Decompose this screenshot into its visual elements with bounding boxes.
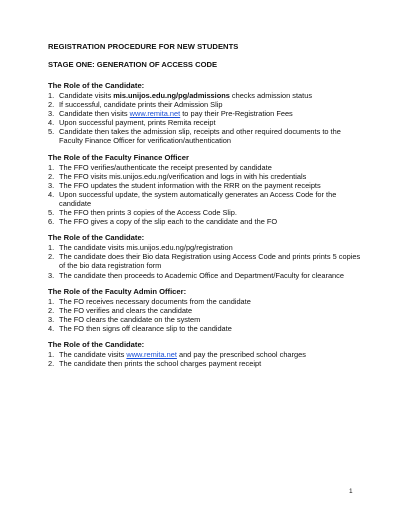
section-4: [48, 287, 363, 333]
item-text: The FO clears the candidate on the system: [59, 314, 201, 324]
stage-title: STAGE ONE: GENERATION OF ACCESS CODE: [48, 60, 218, 69]
list-item: [48, 217, 363, 226]
section-title: The Role of the Faculty Admin Officer:: [48, 286, 187, 296]
section-title: The Role of the Candidate:: [48, 233, 145, 243]
list-number: 5.: [48, 127, 55, 137]
section-title: The Role of the Candidate:: [48, 81, 145, 90]
item-text-after: checks admission status: [229, 91, 313, 100]
list-item: [48, 100, 363, 109]
list-item: [48, 163, 363, 172]
document-content: [48, 42, 363, 375]
list-number: 1.: [48, 91, 55, 100]
item-text: The candidate then proceeds to Academic Office and Department/Faculty for clearance: [59, 270, 344, 280]
item-text: The candidate visits mis.unijos.edu.ng/pg/registration: [59, 243, 233, 253]
list-number: 4.: [48, 118, 55, 128]
item-text: The candidate does their Bio data Registration using Access Code and prints prints 5 copies of the bio data registration form: [59, 252, 361, 271]
list-number: 4.: [48, 189, 55, 199]
item-text: The FFO gives a copy of the slip each to the candidate and the FO: [59, 217, 278, 227]
list-number: 2.: [48, 359, 55, 369]
list-item: [48, 190, 363, 208]
list-item: [48, 271, 363, 280]
page-number: 1: [349, 488, 353, 495]
list-item: [48, 243, 363, 252]
item-text: The FO receives necessary documents from the candidate: [59, 296, 251, 306]
item-strong-url: mis.unijos.edu.ng/pg/admissions: [113, 91, 230, 100]
list-number: 2.: [48, 252, 55, 262]
list-item: [48, 252, 363, 270]
numbered-list: [48, 297, 363, 333]
list-item: [48, 118, 363, 127]
list-number: 3.: [48, 109, 55, 119]
section-5: [48, 340, 363, 368]
item-text-after: to pay their Pre-Registration Fees: [180, 109, 293, 119]
list-item: [48, 181, 363, 190]
item-text: The candidate visits: [59, 349, 127, 359]
list-number: 2.: [48, 100, 55, 110]
list-number: 3.: [48, 180, 55, 190]
item-text: If successful, candidate prints their Admission Slip: [59, 100, 223, 110]
item-text: Candidate visits: [59, 91, 114, 100]
numbered-list: [48, 91, 363, 146]
list-item: [48, 172, 363, 181]
item-text: The FO then signs off clearance slip to the candidate: [59, 323, 232, 333]
list-number: 2.: [48, 171, 55, 181]
list-item: [48, 127, 363, 145]
item-text: Candidate then visits: [59, 109, 130, 119]
list-item: [48, 109, 363, 118]
list-number: 2.: [48, 305, 55, 315]
section-title: The Role of the Candidate:: [48, 339, 145, 349]
list-item: [48, 297, 363, 306]
list-item: [48, 359, 363, 368]
numbered-list: [48, 350, 363, 368]
list-number: 3.: [48, 314, 55, 324]
list-number: 4.: [48, 323, 55, 333]
item-text: The FFO updates the student information with the RRR on the payment receipts: [59, 180, 321, 190]
item-text: The FFO verifies/authenticate the receipt presented by candidate: [59, 162, 272, 172]
list-item: [48, 91, 363, 100]
list-number: 1.: [48, 349, 55, 359]
item-text: The FO verifies and clears the candidate: [59, 305, 193, 315]
list-number: 1.: [48, 162, 55, 172]
list-item: [48, 315, 363, 324]
numbered-list: [48, 163, 363, 227]
item-text: The FFO then prints 3 copies of the Access Code Slip.: [59, 208, 237, 218]
item-text: Upon successful payment, prints Remita receipt: [59, 118, 216, 128]
item-text: Upon successful update, the system automatically generates an Access Code for the candidate: [59, 189, 337, 208]
section-title: The Role of the Faculty Finance Officer: [48, 152, 189, 162]
item-text: The candidate then prints the school charges payment receipt: [59, 359, 262, 369]
list-item: [48, 324, 363, 333]
numbered-list: [48, 243, 363, 279]
section-2: [48, 153, 363, 227]
sections-container: [48, 81, 363, 368]
item-text: The FFO visits mis.unijos.edu.ng/verification and logs in with his credentials: [59, 171, 307, 181]
list-number: 3.: [48, 270, 55, 280]
remita-link[interactable]: www.remita.net: [129, 109, 181, 119]
section-1: [48, 81, 363, 146]
document-title: REGISTRATION PROCEDURE FOR NEW STUDENTS: [48, 42, 239, 51]
list-number: 1.: [48, 296, 55, 306]
list-item: [48, 350, 363, 359]
item-text-after: and pay the prescribed school charges: [176, 349, 306, 359]
remita-link[interactable]: www.remita.net: [126, 349, 177, 359]
list-number: 1.: [48, 243, 55, 253]
list-number: 5.: [48, 208, 55, 218]
item-text: Candidate then takes the admission slip, receipts and other required documents to the Faculty Finance Officer for verification/authentication: [59, 127, 341, 146]
section-3: [48, 233, 363, 279]
list-item: [48, 306, 363, 315]
list-number: 6.: [48, 217, 55, 227]
list-item: [48, 208, 363, 217]
